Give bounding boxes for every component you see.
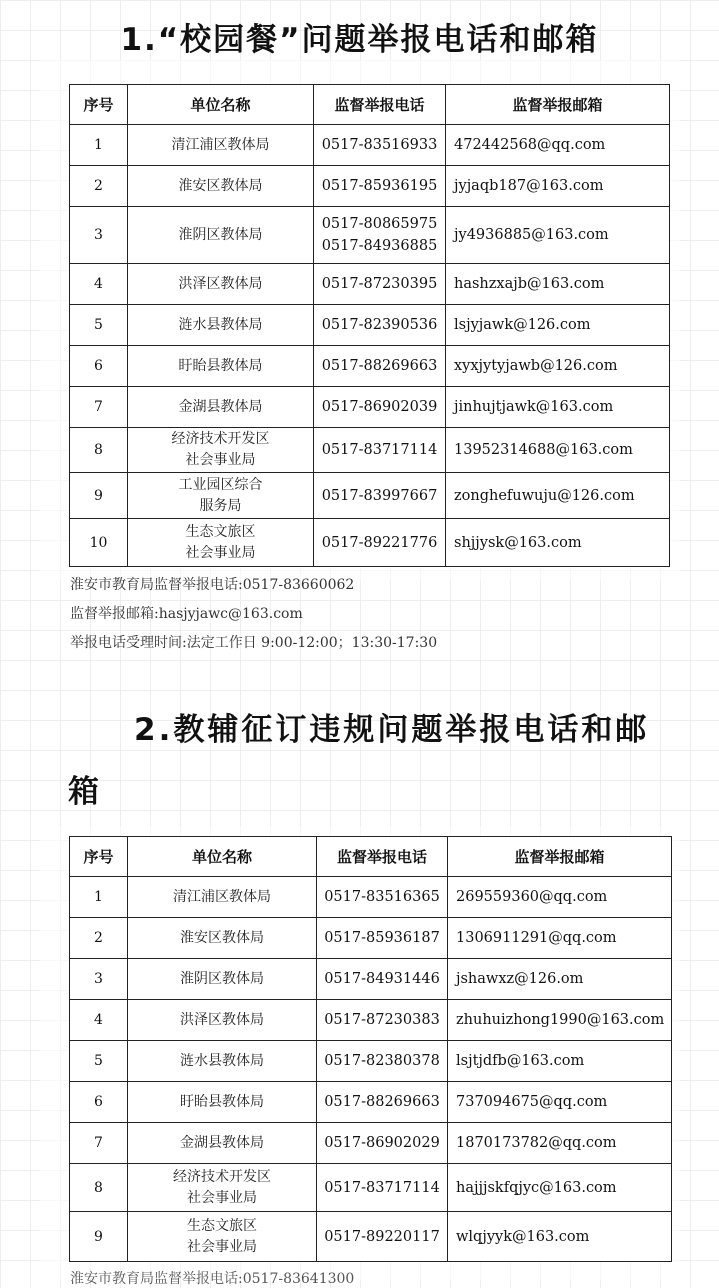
phone-number: 0517-83516933 — [314, 125, 446, 166]
table-row — [70, 207, 670, 264]
table-row — [70, 264, 670, 305]
row-number: 7 — [70, 1123, 128, 1164]
email-address: jyjaqb187@163.com — [446, 166, 670, 207]
table-row — [70, 473, 670, 519]
phone-number: 0517-85936187 — [317, 918, 448, 959]
email-address: 13952314688@163.com — [446, 428, 670, 473]
unit-name: 涟水县教体局 — [128, 1041, 317, 1082]
section1-note-email: 监督举报邮箱:hasjyjawc@163.com — [70, 606, 303, 622]
row-number: 3 — [70, 207, 128, 264]
header-unit: 单位名称 — [128, 85, 314, 125]
table-row — [70, 1000, 672, 1041]
row-number: 9 — [70, 1212, 128, 1262]
email-address: 269559360@qq.com — [448, 877, 672, 918]
email-address: hajjjskfqjyc@163.com — [448, 1164, 672, 1212]
phone-number: 0517-88269663 — [317, 1082, 448, 1123]
table-row — [70, 1212, 672, 1262]
section2-table-body — [70, 877, 672, 1262]
email-address: zhuhuizhong1990@163.com — [448, 1000, 672, 1041]
email-address: 1306911291@qq.com — [448, 918, 672, 959]
table-row — [70, 305, 670, 346]
table-row — [70, 1041, 672, 1082]
header-no: 序号 — [70, 837, 128, 877]
phone-number: 0517-80865975 0517-84936885 — [314, 207, 446, 264]
phone-number: 0517-83997667 — [314, 473, 446, 519]
header-unit: 单位名称 — [128, 837, 317, 877]
table-header-row — [70, 85, 670, 125]
table-row — [70, 166, 670, 207]
phone-number: 0517-83516365 — [317, 877, 448, 918]
email-address: jshawxz@126.om — [448, 959, 672, 1000]
unit-name: 洪泽区教体局 — [128, 1000, 317, 1041]
unit-name: 金湖县教体局 — [128, 1123, 317, 1164]
unit-name: 生态文旅区 社会事业局 — [128, 1212, 317, 1262]
table-row — [70, 1164, 672, 1212]
phone-number: 0517-82380378 — [317, 1041, 448, 1082]
section1-table-body — [70, 125, 670, 567]
table-header-row — [70, 837, 672, 877]
section2-title: 2.教辅征订违规问题举报电话和邮 — [134, 712, 650, 748]
table-row — [70, 387, 670, 428]
email-address: wlqjyyk@163.com — [448, 1212, 672, 1262]
row-number: 1 — [70, 877, 128, 918]
section1-table — [69, 84, 670, 567]
table-row — [70, 428, 670, 473]
section2-note-phone: 淮安市教育局监督举报电话:0517-83641300 — [70, 1271, 355, 1287]
email-address: lsjtjdfb@163.com — [448, 1041, 672, 1082]
unit-name: 盱眙县教体局 — [128, 346, 314, 387]
table-row — [70, 918, 672, 959]
phone-number: 0517-86902029 — [317, 1123, 448, 1164]
phone-number: 0517-83717114 — [314, 428, 446, 473]
unit-name: 淮安区教体局 — [128, 166, 314, 207]
unit-name: 淮阴区教体局 — [128, 207, 314, 264]
row-number: 10 — [70, 519, 128, 567]
unit-name: 经济技术开发区 社会事业局 — [128, 1164, 317, 1212]
row-number: 8 — [70, 428, 128, 473]
header-email: 监督举报邮箱 — [448, 837, 672, 877]
row-number: 6 — [70, 346, 128, 387]
email-address: 737094675@qq.com — [448, 1082, 672, 1123]
table-row — [70, 1082, 672, 1123]
phone-number: 0517-86902039 — [314, 387, 446, 428]
phone-number: 0517-84931446 — [317, 959, 448, 1000]
email-address: xyxjytyjawb@126.com — [446, 346, 670, 387]
table-row — [70, 125, 670, 166]
unit-name: 盱眙县教体局 — [128, 1082, 317, 1123]
unit-name: 淮阴区教体局 — [128, 959, 317, 1000]
header-email: 监督举报邮箱 — [446, 85, 670, 125]
table-row — [70, 346, 670, 387]
unit-name: 淮安区教体局 — [128, 918, 317, 959]
table-row — [70, 1123, 672, 1164]
row-number: 2 — [70, 918, 128, 959]
row-number: 4 — [70, 1000, 128, 1041]
email-address: zonghefuwuju@126.com — [446, 473, 670, 519]
email-address: jy4936885@163.com — [446, 207, 670, 264]
row-number: 3 — [70, 959, 128, 1000]
unit-name: 经济技术开发区 社会事业局 — [128, 428, 314, 473]
section1-title: 1.“校园餐”问题举报电话和邮箱 — [120, 22, 599, 58]
row-number: 1 — [70, 125, 128, 166]
row-number: 2 — [70, 166, 128, 207]
header-phone: 监督举报电话 — [314, 85, 446, 125]
unit-name: 工业园区综合 服务局 — [128, 473, 314, 519]
email-address: 472442568@qq.com — [446, 125, 670, 166]
phone-number: 0517-89221776 — [314, 519, 446, 567]
row-number: 4 — [70, 264, 128, 305]
phone-number: 0517-87230395 — [314, 264, 446, 305]
row-number: 7 — [70, 387, 128, 428]
table-row — [70, 877, 672, 918]
phone-number: 0517-82390536 — [314, 305, 446, 346]
phone-number: 0517-85936195 — [314, 166, 446, 207]
table-row — [70, 959, 672, 1000]
phone-number: 0517-88269663 — [314, 346, 446, 387]
unit-name: 清江浦区教体局 — [128, 877, 317, 918]
unit-name: 清江浦区教体局 — [128, 125, 314, 166]
phone-number: 0517-89220117 — [317, 1212, 448, 1262]
email-address: hashzxajb@163.com — [446, 264, 670, 305]
unit-name: 洪泽区教体局 — [128, 264, 314, 305]
phone-number: 0517-83717114 — [317, 1164, 448, 1212]
row-number: 8 — [70, 1164, 128, 1212]
email-address: shjjysk@163.com — [446, 519, 670, 567]
section2-table — [69, 836, 672, 1262]
header-phone: 监督举报电话 — [317, 837, 448, 877]
unit-name: 生态文旅区 社会事业局 — [128, 519, 314, 567]
phone-number: 0517-87230383 — [317, 1000, 448, 1041]
row-number: 9 — [70, 473, 128, 519]
section1-note-hours: 举报电话受理时间:法定工作日 9:00-12:00；13:30-17:30 — [70, 635, 438, 651]
email-address: jinhujtjawk@163.com — [446, 387, 670, 428]
row-number: 6 — [70, 1082, 128, 1123]
header-no: 序号 — [70, 85, 128, 125]
section2-title-line2: 箱 — [68, 774, 101, 810]
table-row — [70, 519, 670, 567]
row-number: 5 — [70, 1041, 128, 1082]
unit-name: 涟水县教体局 — [128, 305, 314, 346]
row-number: 5 — [70, 305, 128, 346]
unit-name: 金湖县教体局 — [128, 387, 314, 428]
email-address: 1870173782@qq.com — [448, 1123, 672, 1164]
section1-note-phone: 淮安市教育局监督举报电话:0517-83660062 — [70, 577, 355, 593]
email-address: lsjyjawk@126.com — [446, 305, 670, 346]
